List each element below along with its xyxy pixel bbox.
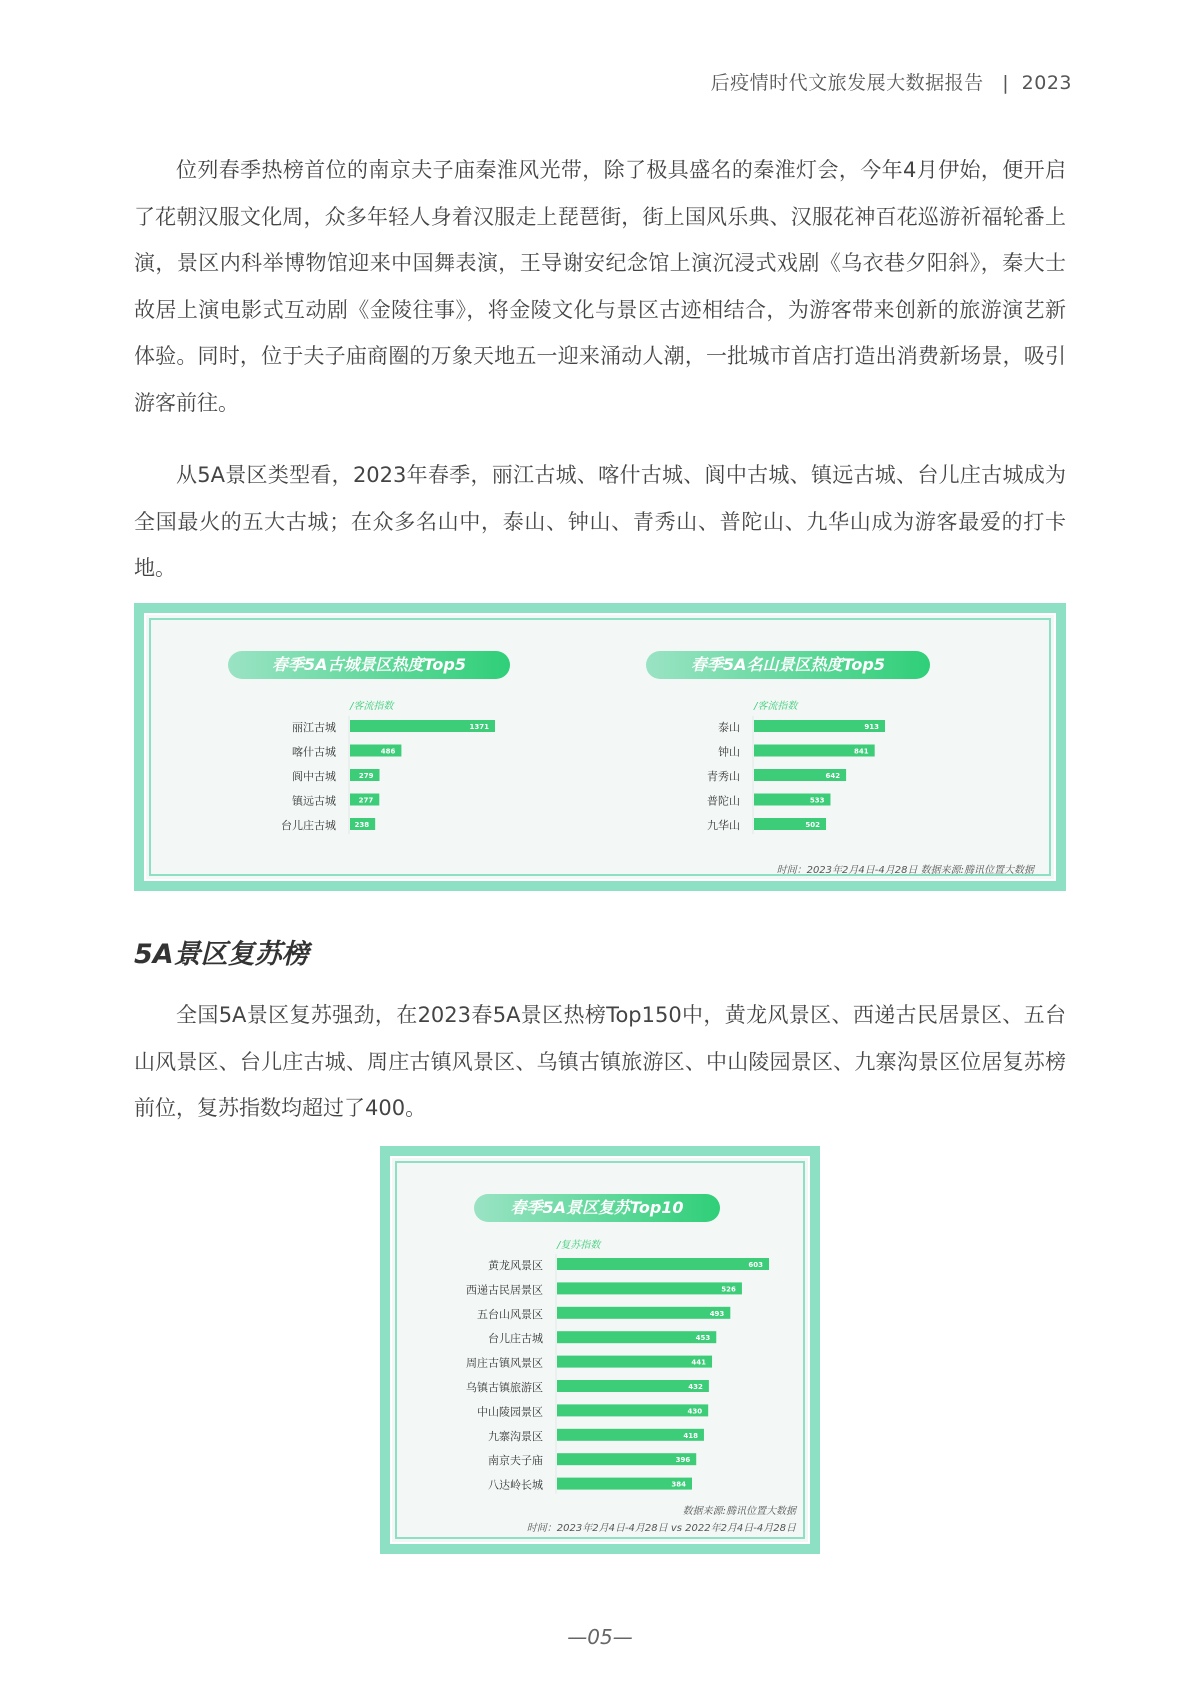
bar-value-label: 533 — [809, 796, 825, 805]
paragraph-2: 从5A景区类型看，2023年春季，丽江古城、喀什古城、阆中古城、镇远古城、台儿庄古城成为全国最火的五大古城；在众多名山中，泰山、钟山、青秀山、普陀山、九华山成为游客最爱的打卡地。 — [134, 463, 1066, 580]
chart-axis-label: /客流指数 — [350, 701, 394, 712]
chart-title: 春季5A古城景区热度Top5 — [272, 655, 466, 674]
bar-value-label: 432 — [688, 1383, 703, 1391]
category-label: 喀什古城 — [292, 745, 336, 759]
bar-value-label: 453 — [695, 1334, 711, 1343]
bar-value-label: 238 — [354, 821, 370, 829]
category-label: 九华山 — [707, 819, 740, 832]
bar — [557, 1331, 716, 1343]
category-label: 八达岭长城 — [488, 1478, 543, 1492]
chart-top-note: 时间：2023年2月4日-4月28日 数据来源:腾讯位置大数据 — [776, 865, 1034, 876]
bar — [557, 1282, 742, 1294]
category-label: 钟山 — [718, 745, 740, 759]
category-label: 泰山 — [718, 721, 740, 734]
paragraph-1: 位列春季热榜首位的南京夫子庙秦淮风光带，除了极具盛名的秦淮灯会，今年4月伊始，便开启了花朝汉服文化周，众多年轻人身着汉服走上琵琶街，街上国风乐典、汉服花神百花巡游祈福轮番上演，景区内科举博物馆迎来中国舞表演，王导谢安纪念馆上演沉浸式戏剧《乌衣巷夕阳斜》，秦大士故居上演电影式互动剧《金陵往事》，将金陵文化与景区古迹相结合，为游客带来创新的旅游演艺新体验。同时，位于夫子庙商圈的万象天地五一迎来涌动人潮，一批城市首店打造出消费新场景，吸引游客前往。 — [134, 158, 1066, 415]
category-label: 镇远古城 — [292, 794, 336, 808]
bar-value-label: 486 — [380, 747, 396, 756]
chart-panel-bottom — [380, 1146, 820, 1554]
category-label: 五台山风景区 — [477, 1307, 543, 1321]
category-label: 西递古民居景区 — [466, 1283, 543, 1297]
bar-value-label: 502 — [805, 821, 821, 829]
chart-bottom-source: 数据来源:腾讯位置大数据 — [682, 1506, 796, 1517]
category-label: 中山陵园景区 — [477, 1405, 543, 1419]
chart-mingshan — [646, 651, 930, 834]
category-label: 台儿庄古城 — [281, 819, 336, 832]
bar-value-label: 1371 — [469, 723, 489, 731]
bar-value-label: 642 — [825, 772, 841, 780]
bar — [557, 1380, 709, 1392]
chart-panel-top — [134, 603, 1066, 891]
bar-value-label: 384 — [671, 1480, 687, 1489]
bar-value-label: 913 — [864, 723, 879, 731]
page-number: —05— — [567, 1625, 633, 1649]
bar-value-label: 603 — [748, 1261, 763, 1269]
bar-value-label: 396 — [675, 1456, 691, 1465]
category-label: 阆中古城 — [292, 770, 336, 783]
bar-value-label: 841 — [854, 747, 869, 756]
bar-value-label: 441 — [691, 1358, 707, 1367]
category-label: 台儿庄古城 — [488, 1332, 543, 1346]
chart-axis-label: /复苏指数 — [557, 1240, 601, 1251]
category-label: 黄龙风景区 — [488, 1259, 543, 1272]
category-label: 周庄古镇风景区 — [466, 1356, 543, 1370]
chart-title: 春季5A景区复苏Top10 — [510, 1198, 684, 1217]
chart-bottom-time: 时间：2023年2月4日-4月28日 vs 2022年2月4日-4月28日 — [526, 1523, 796, 1534]
bar-value-label: 277 — [358, 796, 374, 805]
bar-value-label: 418 — [683, 1431, 698, 1440]
header-separator: | — [1002, 72, 1010, 94]
bar — [557, 1404, 708, 1416]
category-label: 乌镇古镇旅游区 — [466, 1381, 543, 1394]
report-year: 2023 — [1021, 72, 1072, 94]
bar — [557, 1307, 730, 1319]
bar-value-label: 279 — [358, 772, 374, 780]
bar — [557, 1356, 712, 1368]
chart-title: 春季5A名山景区热度Top5 — [691, 655, 885, 674]
chart-gucheng — [228, 651, 510, 834]
category-label: 南京夫子庙 — [488, 1454, 543, 1468]
chart-top-canvas — [146, 615, 1058, 883]
chart-axis-label: /客流指数 — [754, 701, 798, 712]
paragraph-3: 全国5A景区复苏强劲，在2023春5A景区热榜Top150中，黄龙风景区、西递古民居景区、五台山风景区、台儿庄古城、周庄古镇风景区、乌镇古镇旅游区、中山陵园景区、九寨沟景区位居复苏榜前位，复苏指数均超过了400。 — [134, 1003, 1066, 1120]
category-label: 青秀山 — [707, 770, 740, 783]
chart-bottom-canvas — [392, 1158, 812, 1546]
bar-value-label: 430 — [687, 1407, 703, 1416]
category-label: 九寨沟景区 — [488, 1429, 543, 1443]
chart-recovery — [466, 1194, 769, 1494]
bar-value-label: 493 — [709, 1309, 725, 1318]
bar-value-label: 526 — [721, 1285, 736, 1294]
section-title: 5A景区复苏榜 — [134, 939, 309, 970]
bar — [557, 1429, 704, 1441]
category-label: 丽江古城 — [292, 721, 336, 734]
bar — [557, 1258, 769, 1270]
category-label: 普陀山 — [707, 794, 740, 808]
report-title: 后疫情时代文旅发展大数据报告 — [710, 72, 984, 94]
page-header — [711, 68, 1072, 95]
